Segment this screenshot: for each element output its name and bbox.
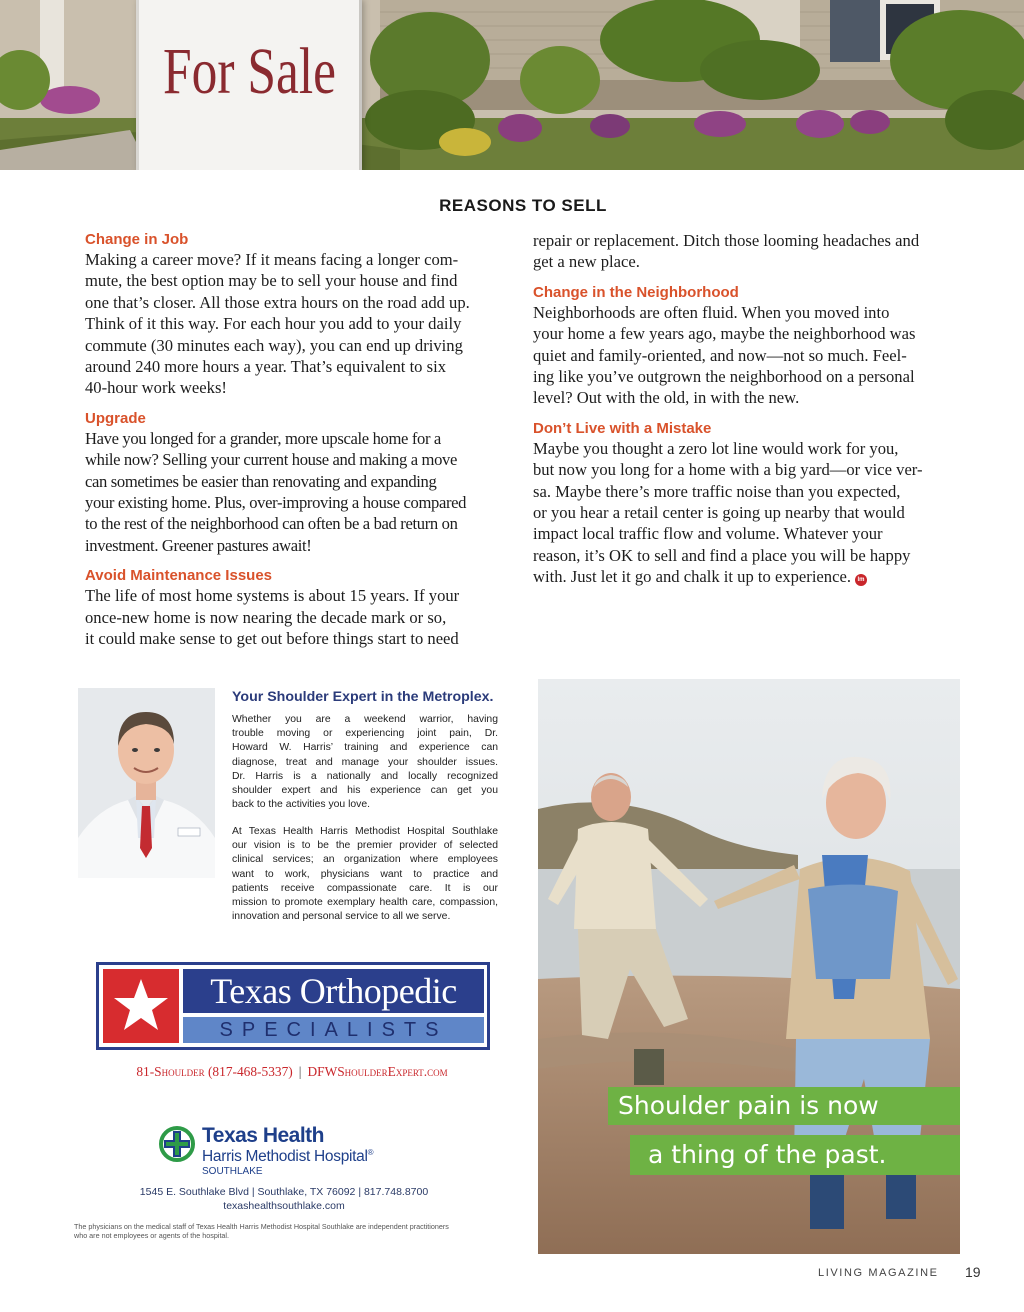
beach-couple-photo	[538, 679, 960, 1254]
body-line: Maybe you thought a zero lot line would work for you,	[533, 438, 899, 458]
ad-line: Howard W. Harris’ training and experience can	[232, 742, 498, 754]
body-line: sa. Maybe there’s more traffic noise than you expected,	[533, 481, 901, 501]
section-heading-mistake: Don’t Live with a Mistake	[533, 419, 712, 437]
article-left-column	[85, 230, 517, 650]
body-line: but now you long for a home with a big yard—or vice ver-	[533, 460, 923, 480]
section-heading-avoid-maintenance: Avoid Maintenance Issues	[85, 567, 273, 585]
for-sale-sign	[136, 0, 362, 170]
body-line: repair or replacement. Ditch those looming headaches and	[533, 231, 920, 250]
phone-number[interactable]: 81-Shoulder (817-468-5337)	[136, 1064, 293, 1079]
body-line: Neighborhoods are often fluid. When you moved into	[533, 302, 890, 322]
body-line: or you hear a retail center is going up nearby that would	[533, 503, 905, 523]
ad-line: clinical services; an organization where employees	[232, 854, 498, 866]
body-line: Have you longed for a grander, more upscale home for a	[85, 428, 441, 448]
hospital-website-link[interactable]: texashealthsouthlake.com	[223, 1200, 345, 1212]
hospital-name: Texas Health	[202, 1124, 324, 1147]
ad-line: trouble moving or experiencing joint pain, Dr.	[232, 728, 498, 740]
hospital-location: SOUTHLAKE	[202, 1166, 263, 1177]
ad-line: our vision is to be the premier provider of selected	[232, 840, 498, 852]
ad-headline: Your Shoulder Expert in the Metroplex.	[232, 689, 494, 705]
ad-line: diagnose, treat and manage your shoulder issues.	[232, 756, 498, 768]
body-line: reason, it’s OK to sell and find a place you will be happy	[533, 545, 911, 565]
body-line: can sometimes be easier than renovating and expanding	[85, 471, 437, 491]
ad-disclaimer	[74, 1222, 514, 1240]
section-body-neighborhood	[533, 302, 965, 409]
body-line: investment. Greener pastures await!	[85, 535, 312, 555]
section-body-mistake	[533, 438, 965, 588]
ad-line: Dr. Harris is a nationally and locally recognized	[232, 770, 498, 782]
hospital-subname-text: Harris Methodist Hospital	[202, 1148, 368, 1166]
body-line: 40-hour work weeks!	[85, 378, 227, 398]
disclaimer-line: The physicians on the medical staff of Texas Health Harris Methodist Hospital Southlake are independent practitioners	[74, 1222, 449, 1231]
section-body-continuation	[533, 230, 965, 273]
body-line: get a new place.	[533, 252, 640, 272]
ad-line: patients receive compassionate care. It is our	[232, 882, 498, 894]
body-line: level? Out with the old, in with the new.	[533, 388, 800, 408]
body-line: while now? Selling your current house and making a move	[85, 450, 457, 470]
body-line: your home a few years ago, maybe the neighborhood was	[533, 324, 916, 344]
hospital-subname	[202, 1148, 373, 1166]
section-body-change-in-job	[85, 249, 517, 399]
logo-flag	[103, 969, 179, 1043]
body-line-text: with. Just let it go and chalk it up to experience.	[533, 567, 851, 587]
footer-magazine-name: LIVING MAGAZINE	[818, 1267, 939, 1279]
logo-name: Texas Orthopedic	[183, 969, 484, 1013]
end-mark-icon: lm	[855, 574, 867, 586]
doctor-photo	[78, 688, 215, 878]
body-line: impact local traffic flow and volume. Whatever your	[533, 524, 883, 544]
logo-subtitle: SPECIALISTS	[183, 1017, 484, 1043]
tagline-line-1: Shoulder pain is now	[608, 1087, 960, 1125]
advertisement	[74, 676, 960, 1256]
body-line: mute, the best option may be to sell your house and find	[85, 271, 458, 291]
hospital-address: 1545 E. Southlake Blvd | Southlake, TX 76092 | 817.748.8700	[139, 1186, 429, 1198]
article-title: REASONS TO SELL	[439, 196, 607, 215]
body-line: once-new home is now nearing the decade mark or so,	[85, 607, 447, 627]
body-line: The life of most home systems is about 15 years. If your	[85, 586, 460, 606]
body-line: ing like you’ve outgrown the neighborhood on a personal	[533, 367, 915, 387]
body-line: Making a career move? If it means facing a longer com-	[85, 250, 459, 269]
article-right-column	[533, 230, 965, 588]
ad-line: shoulder expert and his experience can get you	[232, 785, 498, 797]
separator: |	[298, 1064, 302, 1079]
section-heading-change-in-job: Change in Job	[85, 231, 189, 248]
section-body-avoid-maintenance	[85, 585, 517, 649]
body-line: quiet and family-oriented, and now—not so much. Feel-	[533, 345, 907, 365]
body-line: to the rest of the neighborhood can often be a bad return on	[85, 514, 458, 534]
for-sale-sign-text: For Sale	[163, 35, 337, 108]
body-line: around 240 more hours a year. That’s equivalent to six	[85, 357, 446, 377]
tagline-line-2: a thing of the past.	[630, 1135, 960, 1175]
star-icon	[111, 975, 171, 1035]
ad-paragraph-hospital	[232, 825, 498, 924]
ad-line: Whether you are a weekend warrior, having	[232, 714, 498, 725]
body-line: it could make sense to get out before things start to need	[85, 629, 459, 649]
body-line: commute (30 minutes each way), you can end up driving	[85, 335, 463, 355]
ad-line: want to work, physicians want to practice and	[232, 868, 498, 880]
body-line: your existing home. Plus, over-improving a house compared	[85, 493, 467, 513]
section-heading-upgrade: Upgrade	[85, 409, 146, 427]
body-line-last	[533, 566, 965, 587]
section-body-upgrade	[85, 428, 517, 556]
hero-photo	[0, 0, 1024, 170]
ad-paragraph-doctor	[232, 713, 498, 812]
disclaimer-line: who are not employees or agents of the hospital.	[74, 1231, 230, 1240]
texas-orthopedic-logo	[96, 962, 490, 1050]
contact-line	[88, 1064, 496, 1080]
body-line: one that’s closer. All those extra hours on the road add up.	[85, 292, 470, 312]
body-line: Think of it this way. For each hour you add to your daily	[85, 314, 462, 334]
website-link[interactable]: DFWShoulderExpert.com	[307, 1064, 448, 1079]
registered-mark: ®	[367, 1148, 374, 1157]
doctor-portrait-illustration	[78, 688, 215, 878]
ad-line: At Texas Health Harris Methodist Hospital Southlake	[232, 826, 498, 837]
page-number: 19	[965, 1264, 981, 1280]
ad-line: back to the activities you love.	[232, 799, 371, 811]
ad-line: mission to promote exemplary health care, compassion,	[232, 897, 498, 909]
section-heading-neighborhood: Change in the Neighborhood	[533, 283, 739, 301]
ad-line: innovation and personal service to all we serve.	[232, 911, 451, 923]
texas-health-cross-icon	[158, 1125, 196, 1163]
